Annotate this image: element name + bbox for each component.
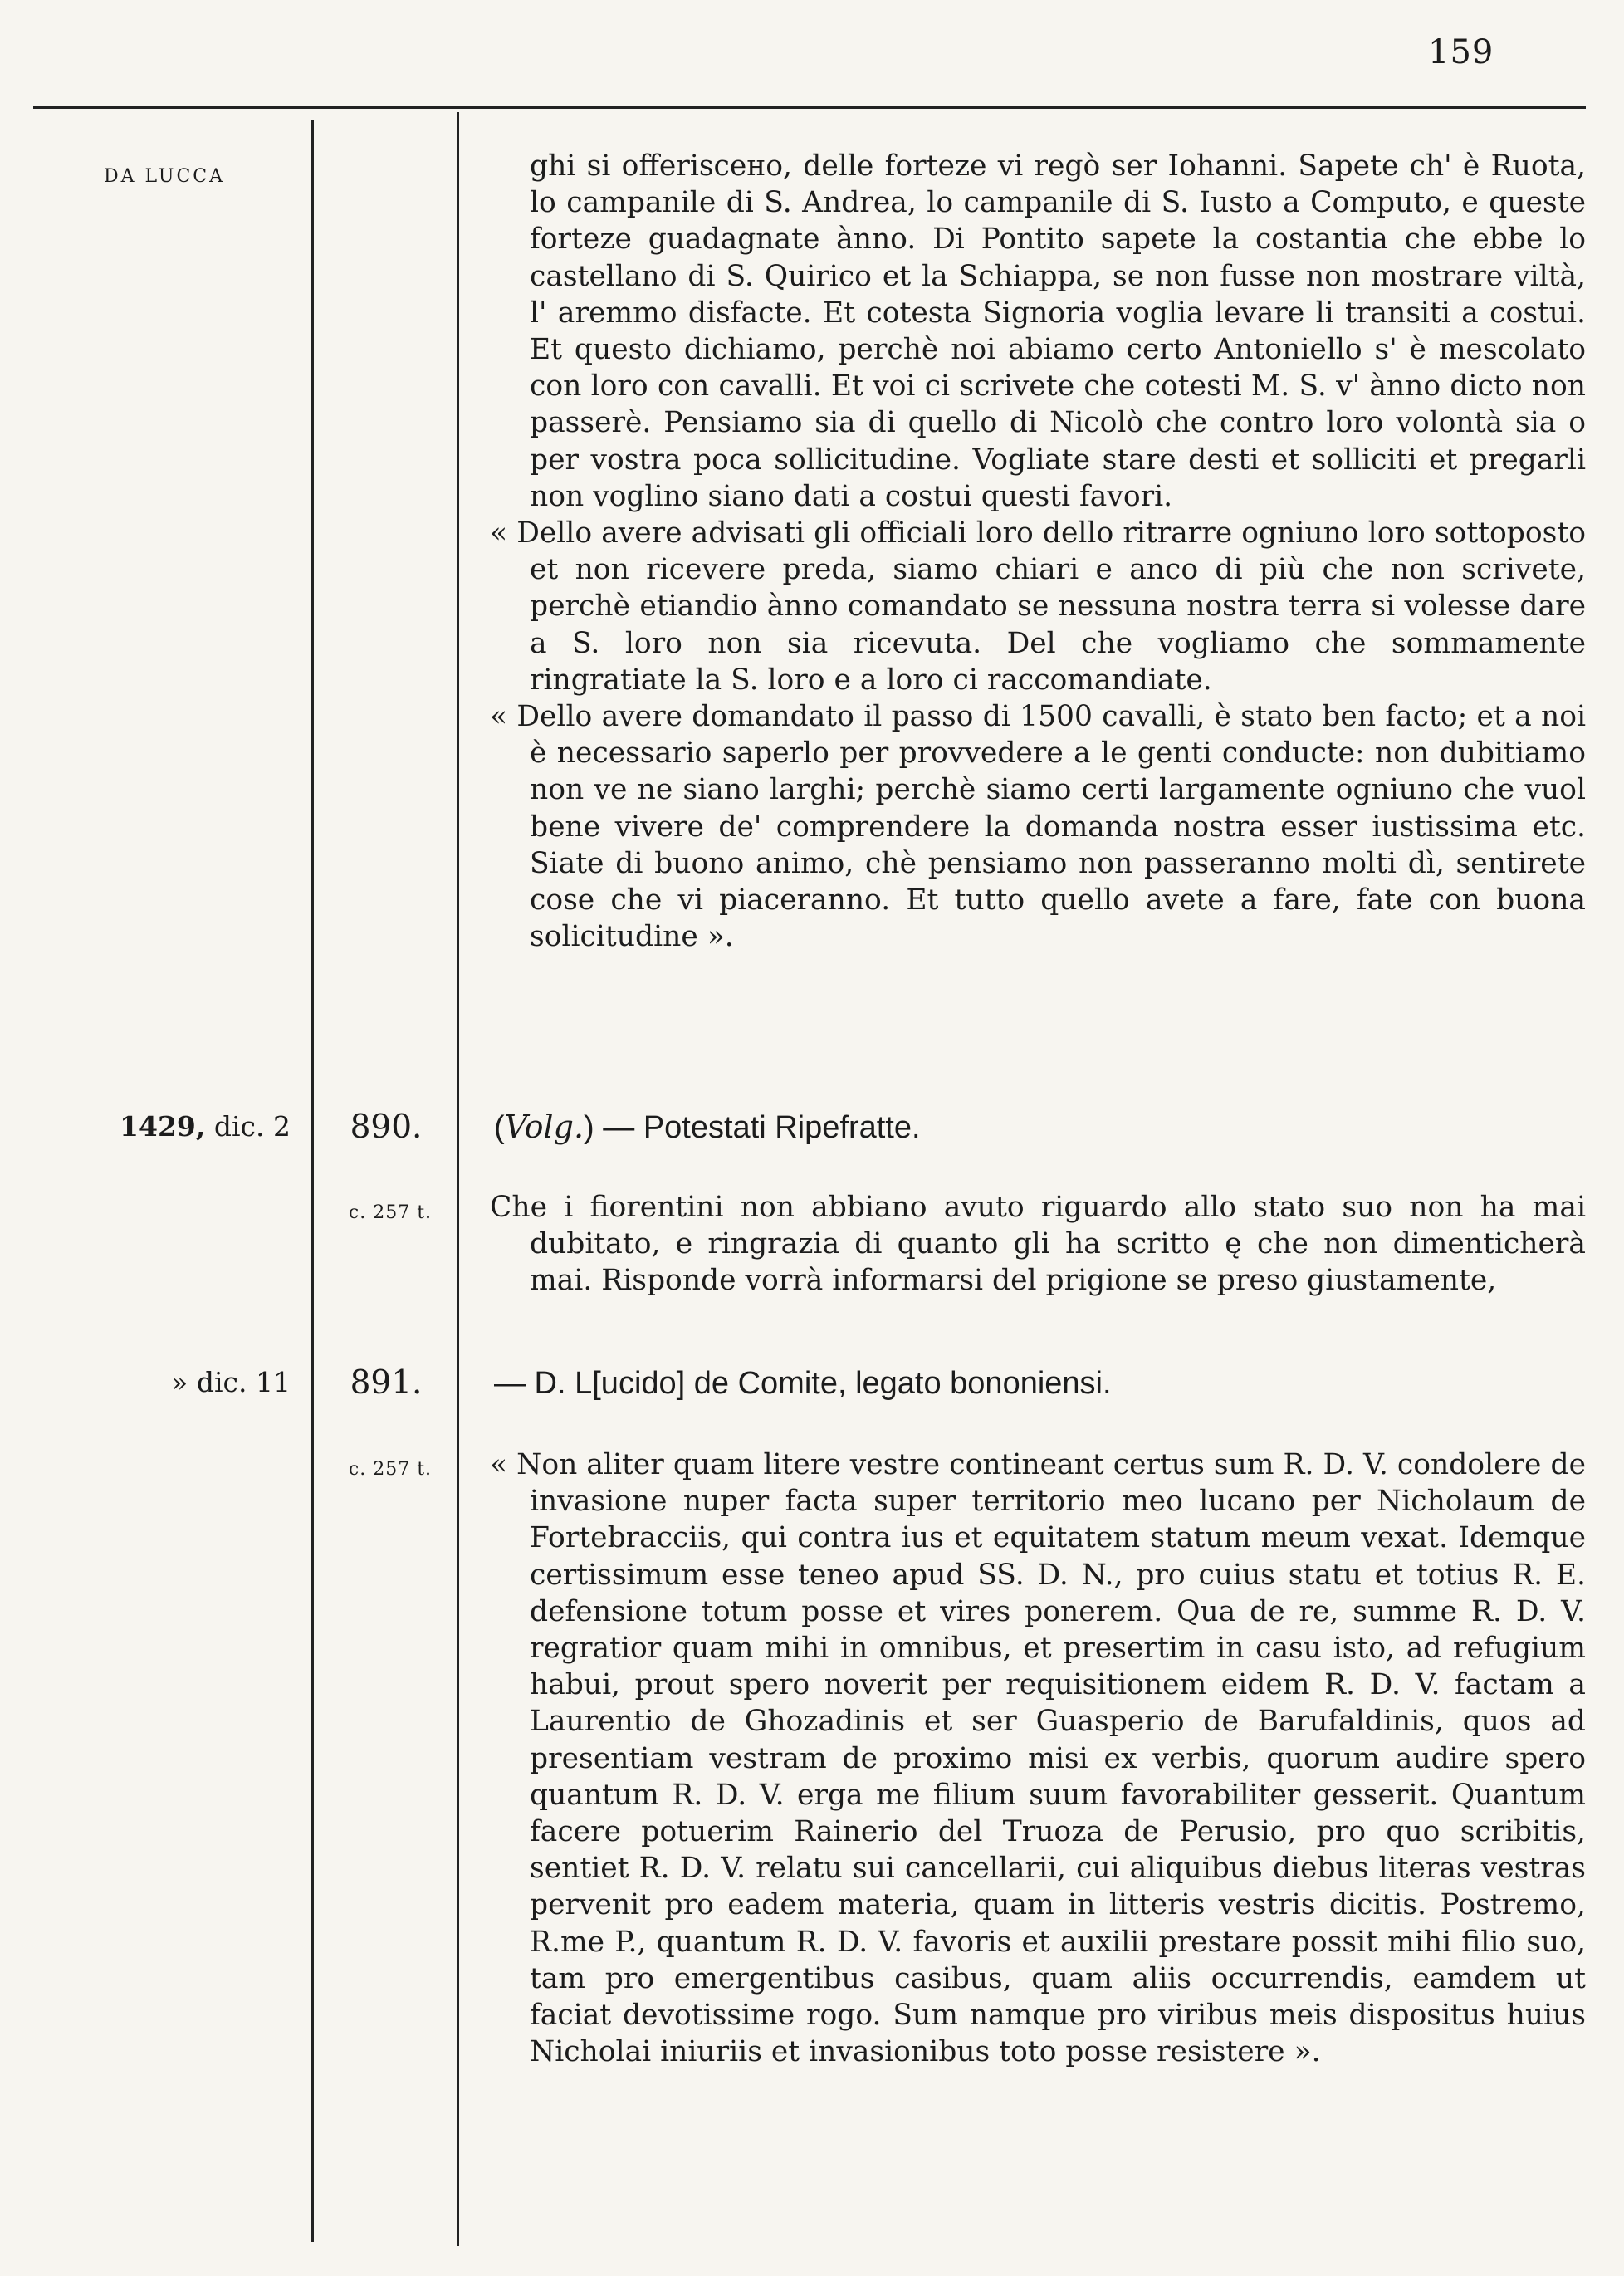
- continuation-text: [490, 148, 1586, 955]
- column-rule-right: [457, 112, 459, 2246]
- entry-title: (Volg.) — Potestati Ripefratte.: [494, 1109, 921, 1145]
- column-rule-left: [311, 120, 314, 2242]
- entry-title-italic: Volg.: [504, 1109, 585, 1145]
- entry-folio: c. 257 t.: [348, 1202, 433, 1223]
- entry-paragraph: « Non aliter quam litere vestre contineant certus sum R. D. V. condolere de invasione nuper facta super territorio meo lucano per Nicholaum de Fortebracciis, qui contra ius et equitatem statum meum vexat. Idemque certissimum esse teneo apud SS. D. N., pro cuius statu et totius R. E. defensione totum posse et vires ponerem. Qua de re, summe R. D. V. regratior quam mihi in omnibus, et presertim in casu isto, ad refugium habui, prout spero noverit per requisitionem eidem R. D. V. factam a Laurentio de Ghozadinis et ser Guasperio de Barufaldinis, quos ad presentiam vestram de proximo misi ex verbis, quorum audire spero quantum R. D. V. erga me filium suum favorabiliter gesserit. Quantum facere potuerim Rainerio del Truoza de Perusio, pro quo scribitis, sentiet R. D. V. relatu sui cancellarii, cui aliquibus diebus literas vestras pervenit pro eadem materia, quam in litteris vestris dicitis. Postremo, R.me P., quantum R. D. V. favoris et auxilii prestare possit mihi filio suo, tam pro emergentibus casibus, quam aliis occurrendis, eamdem ut faciat devotissime rogo. Sum namque pro viribus meis dispositus huius Nicholai iniuriis et invasionibus toto posse resistere ».: [490, 1448, 1586, 2069]
- entry-day: dic. 11: [196, 1366, 291, 1398]
- entry-text: [490, 1446, 1586, 2070]
- entry-year: »: [171, 1366, 188, 1398]
- entry-folio: c. 257 t.: [348, 1459, 433, 1480]
- page-number: 159: [1428, 33, 1494, 71]
- entry-number: 890.: [350, 1109, 423, 1146]
- entry-paragraph: Che i fiorentini non abbiano avuto riguardo allo stato suo non ha mai dubitato, e ringrazia di quanto gli ha scritto ę che non dimenticherà mai. Risponde vorrà informarsi del prigione se preso giustamente,: [490, 1191, 1586, 1298]
- continuation-paragraph: « Dello avere domandato il passo di 1500 cavalli, è stato ben facto; et a noi è necessario saperlo per provvedere a le genti conducte: non dubitiamo non ve ne siano larghi; perchè siamo certi largamente ogniuno che vuol bene vivere de' comprendere la domanda nostra esser iustissima etc. Siate di buono animo, chè pensiamo non passeranno molti dì, sentirete cose che vi piaceranno. Et tutto quello avete a fare, fate con buona solicitudine ».: [490, 700, 1586, 954]
- entry-day: dic. 2: [213, 1110, 291, 1143]
- header-rule: [33, 106, 1586, 109]
- continuation-paragraph: « Dello avere advisati gli officiali loro dello ritrarre ogniuno loro sottoposto et non ricevere preda, siamo chiari e anco di più che non scrivete, perchè etiandio ànno comandato se nessuna nostra terra si volesse dare a S. loro non sia ricevuta. Del che vogliamo che sommamente ringratiate la S. loro e a loro ci raccomandiate.: [490, 516, 1586, 697]
- entry-title: — D. L[ucido] de Comite, legato bononiensi.: [494, 1366, 1112, 1401]
- entry-date: [42, 1110, 291, 1143]
- continuation-paragraph: ghi si offeriscено, delle forteze vi regò ser Iohanni. Sapete ch' è Ruota, lo campanile di S. Andrea, lo campanile di S. Iusto a Computo, e queste forteze guadagnate ànno. Di Pontito sapete la costantia che ebbe lo castellano di S. Quirico et la Schiappa, se non fusse non mostrare viltà, l' aremmo disfacte. Et cotesta Signoria voglia levare li transiti a costui. Et questo dichiamo, perchè noi abiamo certo Antoniello s' è mescolato con loro con cavalli. Et voi ci scrivete che cotesti M. S. v' ànno dicto non passerè. Pensiamo sia di quello di Nicolò che contro loro volontà sia o per vostra poca sollicitudine. Vogliate stare desti et solliciti et pregarli non voglino siano dati a costui questi favori.: [530, 149, 1586, 513]
- running-head: DA LUCCA: [104, 166, 226, 187]
- entry-number: 891.: [350, 1364, 423, 1402]
- entry-date: [42, 1366, 291, 1398]
- entry-year: 1429,: [120, 1110, 206, 1143]
- entry-text: [490, 1189, 1586, 1300]
- entry-title-text: — Potestati Ripefratte.: [603, 1110, 921, 1145]
